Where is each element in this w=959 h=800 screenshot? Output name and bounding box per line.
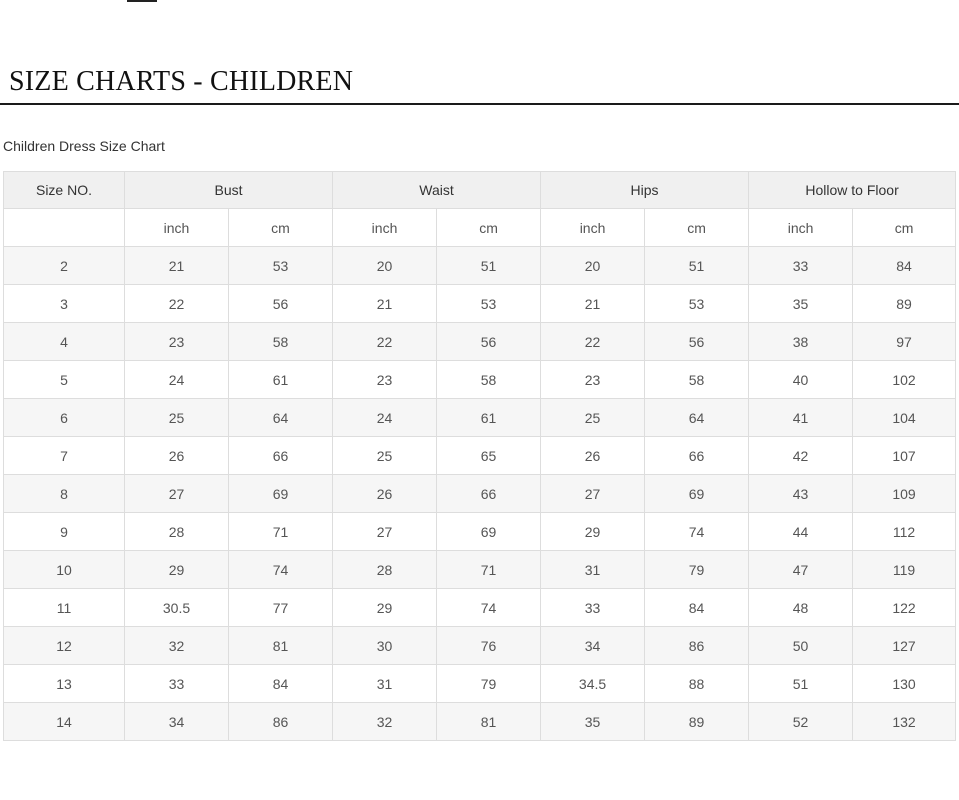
bust-inch-cell: 34 xyxy=(125,703,229,741)
bust-cm-cell: 56 xyxy=(229,285,333,323)
bust-inch-cell: 23 xyxy=(125,323,229,361)
hollow-inch-cell: 42 xyxy=(749,437,853,475)
waist-inch-cell: 24 xyxy=(333,399,437,437)
waist-cm-cell: 61 xyxy=(437,399,541,437)
bust-inch-cell: 22 xyxy=(125,285,229,323)
waist-cm-header: cm xyxy=(437,209,541,247)
size-number-cell: 9 xyxy=(4,513,125,551)
hollow-cm-cell: 109 xyxy=(853,475,956,513)
bust-inch-cell: 28 xyxy=(125,513,229,551)
hollow-cm-cell: 119 xyxy=(853,551,956,589)
size-rows xyxy=(4,247,956,741)
hollow-cm-cell: 132 xyxy=(853,703,956,741)
table-row xyxy=(4,247,956,285)
waist-cm-cell: 66 xyxy=(437,475,541,513)
table-row xyxy=(4,361,956,399)
waist-cm-cell: 65 xyxy=(437,437,541,475)
bust-inch-cell: 24 xyxy=(125,361,229,399)
hollow-inch-cell: 38 xyxy=(749,323,853,361)
size-number-header: Size NO. xyxy=(4,172,125,209)
bust-cm-cell: 61 xyxy=(229,361,333,399)
bust-inch-cell: 25 xyxy=(125,399,229,437)
hips-inch-cell: 22 xyxy=(541,323,645,361)
unit-header-blank xyxy=(4,209,125,247)
waist-inch-cell: 28 xyxy=(333,551,437,589)
hips-cm-cell: 69 xyxy=(645,475,749,513)
bust-inch-cell: 32 xyxy=(125,627,229,665)
hollow-inch-cell: 50 xyxy=(749,627,853,665)
size-number-cell: 6 xyxy=(4,399,125,437)
hips-inch-cell: 31 xyxy=(541,551,645,589)
hips-cm-cell: 74 xyxy=(645,513,749,551)
size-number-cell: 14 xyxy=(4,703,125,741)
hollow-inch-cell: 40 xyxy=(749,361,853,399)
hips-cm-cell: 51 xyxy=(645,247,749,285)
table-row xyxy=(4,323,956,361)
waist-inch-cell: 26 xyxy=(333,475,437,513)
size-number-cell: 5 xyxy=(4,361,125,399)
group-header-row xyxy=(4,172,956,209)
hips-inch-cell: 25 xyxy=(541,399,645,437)
hollow-cm-cell: 112 xyxy=(853,513,956,551)
table-row xyxy=(4,703,956,741)
table-row xyxy=(4,665,956,703)
waist-inch-cell: 22 xyxy=(333,323,437,361)
hollow-cm-header: cm xyxy=(853,209,956,247)
bust-inch-cell: 26 xyxy=(125,437,229,475)
bust-cm-cell: 53 xyxy=(229,247,333,285)
hips-cm-cell: 86 xyxy=(645,627,749,665)
hips-cm-cell: 88 xyxy=(645,665,749,703)
table-row xyxy=(4,589,956,627)
hips-inch-cell: 35 xyxy=(541,703,645,741)
hollow-inch-header: inch xyxy=(749,209,853,247)
hips-inch-cell: 34 xyxy=(541,627,645,665)
waist-inch-header: inch xyxy=(333,209,437,247)
hollow-inch-cell: 41 xyxy=(749,399,853,437)
top-divider-mark xyxy=(127,0,157,2)
size-number-cell: 4 xyxy=(4,323,125,361)
hips-inch-cell: 26 xyxy=(541,437,645,475)
waist-cm-cell: 76 xyxy=(437,627,541,665)
bust-inch-header: inch xyxy=(125,209,229,247)
hips-cm-cell: 56 xyxy=(645,323,749,361)
hollow-cm-cell: 84 xyxy=(853,247,956,285)
waist-cm-cell: 51 xyxy=(437,247,541,285)
waist-cm-cell: 69 xyxy=(437,513,541,551)
size-number-cell: 7 xyxy=(4,437,125,475)
bust-cm-header: cm xyxy=(229,209,333,247)
hips-inch-cell: 34.5 xyxy=(541,665,645,703)
hollow-inch-cell: 43 xyxy=(749,475,853,513)
waist-cm-cell: 74 xyxy=(437,589,541,627)
bust-inch-cell: 30.5 xyxy=(125,589,229,627)
hollow-inch-cell: 35 xyxy=(749,285,853,323)
chart-caption: Children Dress Size Chart xyxy=(3,138,165,154)
bust-inch-cell: 21 xyxy=(125,247,229,285)
bust-cm-cell: 74 xyxy=(229,551,333,589)
waist-cm-cell: 56 xyxy=(437,323,541,361)
waist-header: Waist xyxy=(333,172,541,209)
hips-cm-cell: 84 xyxy=(645,589,749,627)
table-row xyxy=(4,475,956,513)
waist-cm-cell: 53 xyxy=(437,285,541,323)
hips-inch-header: inch xyxy=(541,209,645,247)
waist-inch-cell: 31 xyxy=(333,665,437,703)
table-row xyxy=(4,513,956,551)
hips-inch-cell: 23 xyxy=(541,361,645,399)
hips-cm-cell: 53 xyxy=(645,285,749,323)
hips-header: Hips xyxy=(541,172,749,209)
bust-cm-cell: 71 xyxy=(229,513,333,551)
size-number-cell: 13 xyxy=(4,665,125,703)
hips-inch-cell: 21 xyxy=(541,285,645,323)
table-row xyxy=(4,627,956,665)
hips-cm-header: cm xyxy=(645,209,749,247)
hollow-inch-cell: 33 xyxy=(749,247,853,285)
waist-inch-cell: 21 xyxy=(333,285,437,323)
waist-inch-cell: 23 xyxy=(333,361,437,399)
hips-inch-cell: 27 xyxy=(541,475,645,513)
waist-inch-cell: 32 xyxy=(333,703,437,741)
size-number-cell: 8 xyxy=(4,475,125,513)
hollow-cm-cell: 122 xyxy=(853,589,956,627)
size-number-cell: 10 xyxy=(4,551,125,589)
hips-cm-cell: 64 xyxy=(645,399,749,437)
waist-cm-cell: 81 xyxy=(437,703,541,741)
waist-cm-cell: 71 xyxy=(437,551,541,589)
waist-inch-cell: 30 xyxy=(333,627,437,665)
bust-cm-cell: 84 xyxy=(229,665,333,703)
waist-cm-cell: 79 xyxy=(437,665,541,703)
hollow-cm-cell: 107 xyxy=(853,437,956,475)
hollow-cm-cell: 104 xyxy=(853,399,956,437)
bust-cm-cell: 77 xyxy=(229,589,333,627)
bust-header: Bust xyxy=(125,172,333,209)
hips-inch-cell: 20 xyxy=(541,247,645,285)
size-number-cell: 2 xyxy=(4,247,125,285)
hips-cm-cell: 79 xyxy=(645,551,749,589)
hollow-cm-cell: 127 xyxy=(853,627,956,665)
bust-inch-cell: 27 xyxy=(125,475,229,513)
bust-cm-cell: 64 xyxy=(229,399,333,437)
hollow-cm-cell: 97 xyxy=(853,323,956,361)
waist-inch-cell: 20 xyxy=(333,247,437,285)
table-row xyxy=(4,285,956,323)
table-row xyxy=(4,551,956,589)
waist-inch-cell: 27 xyxy=(333,513,437,551)
bust-inch-cell: 29 xyxy=(125,551,229,589)
table-row xyxy=(4,437,956,475)
size-number-cell: 12 xyxy=(4,627,125,665)
hips-inch-cell: 33 xyxy=(541,589,645,627)
waist-inch-cell: 25 xyxy=(333,437,437,475)
hollow-inch-cell: 47 xyxy=(749,551,853,589)
bust-cm-cell: 86 xyxy=(229,703,333,741)
hollow-cm-cell: 89 xyxy=(853,285,956,323)
hollow-cm-cell: 102 xyxy=(853,361,956,399)
hollow-inch-cell: 51 xyxy=(749,665,853,703)
size-number-cell: 3 xyxy=(4,285,125,323)
hollow-inch-cell: 44 xyxy=(749,513,853,551)
waist-cm-cell: 58 xyxy=(437,361,541,399)
title-underline xyxy=(0,103,959,105)
bust-cm-cell: 81 xyxy=(229,627,333,665)
hips-cm-cell: 58 xyxy=(645,361,749,399)
bust-inch-cell: 33 xyxy=(125,665,229,703)
hollow-inch-cell: 52 xyxy=(749,703,853,741)
size-chart-table xyxy=(3,171,956,741)
hollow-cm-cell: 130 xyxy=(853,665,956,703)
hips-inch-cell: 29 xyxy=(541,513,645,551)
hips-cm-cell: 89 xyxy=(645,703,749,741)
bust-cm-cell: 66 xyxy=(229,437,333,475)
unit-header-row xyxy=(4,209,956,247)
bust-cm-cell: 58 xyxy=(229,323,333,361)
hips-cm-cell: 66 xyxy=(645,437,749,475)
bust-cm-cell: 69 xyxy=(229,475,333,513)
size-number-cell: 11 xyxy=(4,589,125,627)
hollow-inch-cell: 48 xyxy=(749,589,853,627)
hollow-to-floor-header: Hollow to Floor xyxy=(749,172,956,209)
page-title: SIZE CHARTS - CHILDREN xyxy=(9,66,354,97)
table-row xyxy=(4,399,956,437)
waist-inch-cell: 29 xyxy=(333,589,437,627)
